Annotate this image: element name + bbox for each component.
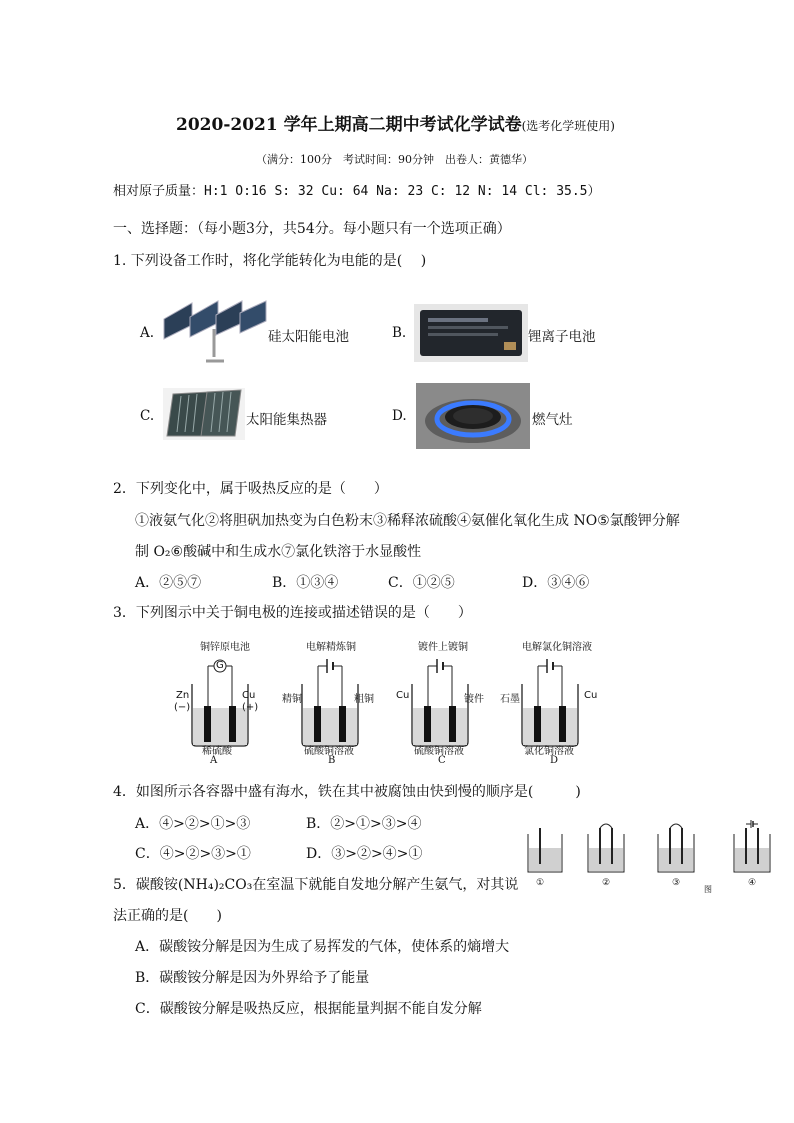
q1-option-b-label: 锂离子电池 [528, 329, 596, 345]
q3-figure-d-right: Cu [584, 690, 598, 701]
exam-title-text: 2020-2021 学年上期高二期中考试化学试卷 [176, 115, 522, 135]
q4-option-a: A．④>②>①>③ [135, 816, 251, 832]
exam-title [176, 110, 615, 135]
q1-option-d-label: 燃气灶 [532, 412, 573, 428]
q4-stem: 4．如图所示各容器中盛有海水，铁在其中被腐蚀由快到慢的顺序是( ) [113, 784, 581, 800]
q1-option-c-label: 太阳能集热器 [246, 412, 327, 428]
q3-figures [170, 638, 610, 770]
exam-title-note: (选考化学班使用) [521, 119, 615, 133]
q5-option-b: B．碳酸铵分解是因为外界给予了能量 [135, 970, 370, 986]
q3-figure-a-meter: G [216, 660, 224, 671]
q3-figure-d-title: 电解氯化铜溶液 [522, 642, 592, 653]
q3-figure-a-solution: 稀硫酸 [202, 746, 232, 757]
q3-figure-d [500, 638, 610, 770]
q3-figure-b-left: 精铜 [282, 694, 302, 705]
q3-figure-b-solution: 硫酸铜溶液 [304, 746, 354, 757]
q3-figure-b-letter: B [328, 755, 336, 766]
q4-figure-label-1: ① [536, 878, 545, 888]
q5-option-c: C．碳酸铵分解是吸热反应，根据能量判据不能自发分解 [135, 1001, 482, 1017]
q3-figure-a [170, 638, 280, 770]
exam-info: （满分：100分 考试时间：90分钟 出卷人：黄德华） [256, 153, 533, 166]
q3-figure-b-title: 电解精炼铜 [306, 642, 356, 653]
q3-figure-c-solution: 硫酸铜溶液 [414, 746, 464, 757]
q3-figure-a-letter: A [210, 755, 218, 766]
q1-stem: 1. 下列设备工作时，将化学能转化为电能的是( ) [113, 253, 427, 269]
q3-figure-d-letter: D [550, 755, 559, 766]
q3-figure-c-left: Cu [396, 690, 410, 701]
q4-figure-label-3: ③ [672, 878, 681, 888]
q1-option-d-letter: D. [392, 408, 407, 424]
q3-figure-a-left: Zn [176, 690, 190, 701]
q3-figure-d-left: 石墨 [500, 694, 520, 705]
q2-line1: ①液氨气化②将胆矾加热变为白色粉末③稀释浓硫酸④氨催化氧化生成 NO⑤氯酸钾分解 [135, 513, 680, 529]
gas-stove-image [416, 383, 530, 449]
q2-option-c: C．①②⑤ [388, 575, 455, 591]
solar-panel-image [162, 299, 268, 365]
atomic-masses: 相对原子质量：H:1 O:16 S: 32 Cu: 64 Na: 23 C: 12 N: 14 Cl: 35.5） [113, 184, 601, 199]
q3-figure-b-right: 粗铜 [354, 694, 374, 705]
battery-image [414, 304, 528, 362]
q4-option-b: B．②>①>③>④ [306, 816, 422, 832]
q4-figure [522, 818, 792, 894]
q3-figure-c [390, 638, 500, 770]
q1-option-a-letter: A. [140, 325, 155, 341]
q2-option-b: B．①③④ [272, 575, 339, 591]
q5-stem-line1: 5．碳酸铵(NH₄)₂CO₃在室温下就能自发地分解产生氨气，对其说 [113, 877, 519, 893]
q3-figure-c-right: 镀件 [464, 694, 484, 705]
q3-figure-c-title: 镀件上镀铜 [418, 642, 468, 653]
q2-line2: 制 O₂⑥酸碱中和生成水⑦氯化铁溶于水显酸性 [135, 544, 422, 560]
q1-option-a-label: 硅太阳能电池 [268, 329, 349, 345]
q1-option-c-letter: C. [140, 408, 155, 424]
q5-option-a: A．碳酸铵分解是因为生成了易挥发的气体，使体系的熵增大 [135, 939, 510, 955]
q3-figure-a-left2: (−) [174, 702, 191, 713]
q3-figure-a-right: Cu [242, 690, 256, 701]
q5-stem-line2: 法正确的是( ) [113, 908, 222, 924]
section-heading: 一、选择题：（每小题3分，共54分。每小题只有一个选项正确） [113, 221, 511, 237]
q2-option-d: D．③④⑥ [522, 575, 590, 591]
q4-option-c: C．④>②>③>① [135, 846, 251, 862]
q3-figure-c-letter: C [438, 755, 446, 766]
q3-figure-a-title: 铜锌原电池 [200, 642, 250, 653]
q4-figure-caption: 图 [704, 885, 712, 894]
q3-figure-b [280, 638, 390, 770]
q2-stem: 2．下列变化中，属于吸热反应的是（ ） [113, 481, 388, 497]
q3-figure-d-solution: 氯化铜溶液 [524, 746, 574, 757]
q1-option-b-letter: B. [392, 325, 407, 341]
q2-option-a: A．②⑤⑦ [135, 575, 202, 591]
q4-figure-label-4: ④ [748, 878, 757, 888]
q3-figure-a-right2: (+) [242, 702, 259, 713]
q4-figure-label-2: ② [602, 878, 611, 888]
q3-stem: 3．下列图示中关于铜电极的连接或描述错误的是（ ） [113, 605, 472, 621]
solar-heater-image [163, 388, 245, 440]
q4-option-d: D．③>②>④>① [306, 846, 423, 862]
